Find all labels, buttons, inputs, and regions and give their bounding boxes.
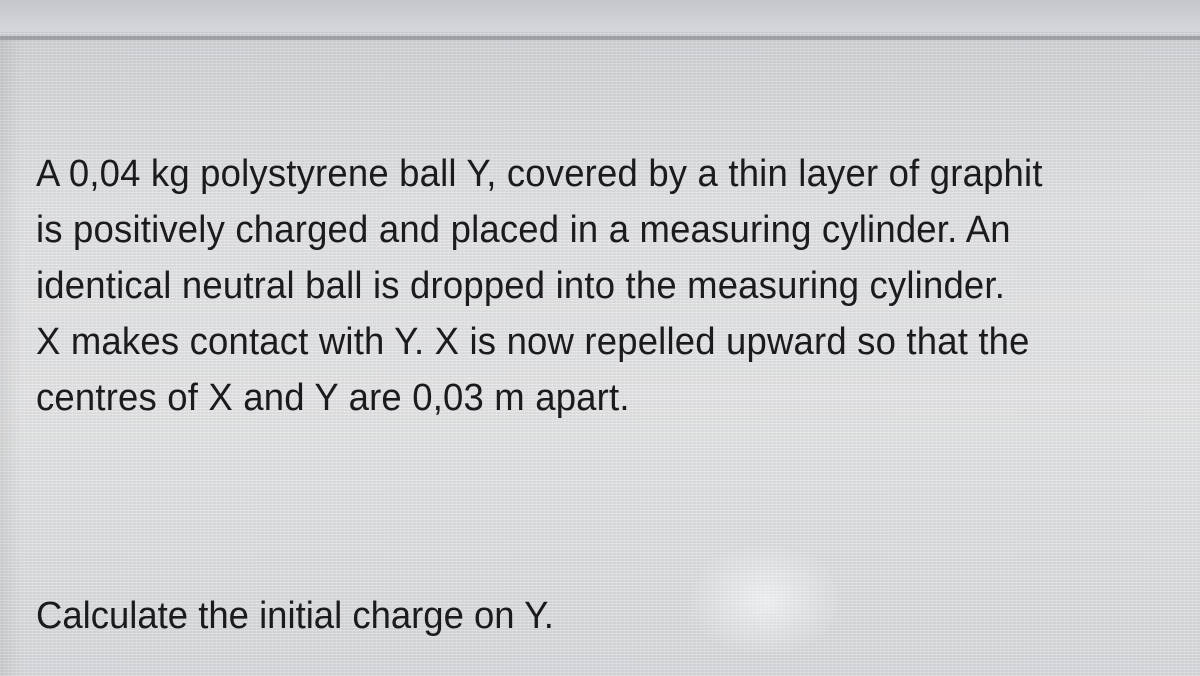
top-strip — [0, 0, 1200, 32]
screen-glare — [690, 545, 840, 655]
question-line-2: is positively charged and placed in a measuring cylinder. An — [36, 209, 1011, 251]
top-divider — [0, 36, 1200, 40]
question-line-4: X makes contact with Y. X is now repelled upward so that the — [36, 321, 1030, 363]
question-line-5: centres of X and Y are 0,03 m apart. — [36, 377, 630, 419]
question-line-3: identical neutral ball is dropped into the measuring cylinder. — [36, 265, 1006, 307]
question-line-1: A 0,04 kg polystyrene ball Y, covered by a thin layer of graphit — [36, 153, 1043, 195]
left-shadow — [0, 40, 22, 676]
question-prompt: Calculate the initial charge on Y. — [36, 595, 554, 637]
question-paragraph — [36, 146, 1153, 426]
